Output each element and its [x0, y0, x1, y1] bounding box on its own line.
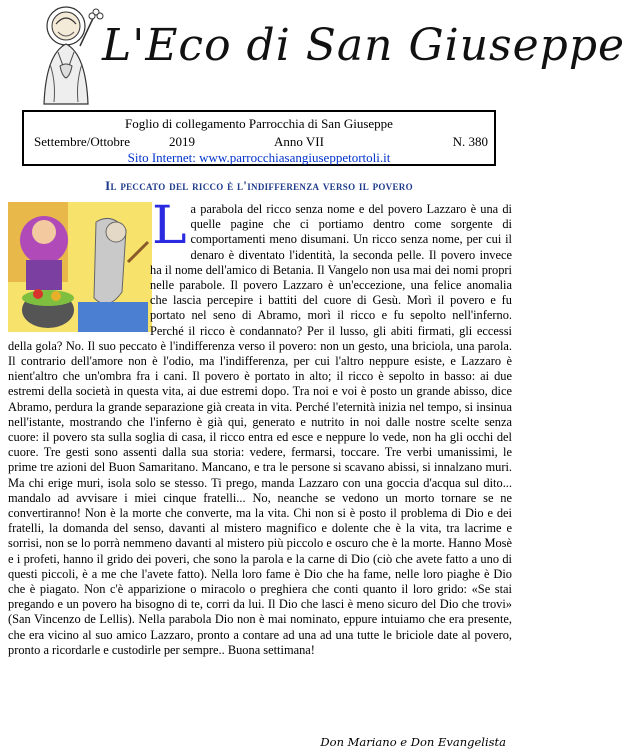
drop-cap: L	[152, 196, 187, 256]
issue-line	[34, 134, 488, 150]
newsletter-title: L'Eco di San Giuseppe	[102, 20, 625, 71]
masthead	[0, 0, 625, 110]
website-link[interactable]: www.parrocchiasangiuseppetortoli.it	[199, 150, 391, 165]
issue-volume: Anno VII	[274, 134, 324, 149]
website-line	[24, 150, 494, 166]
issue-period: Settembre/Ottobre	[34, 134, 131, 149]
signature: Don Mariano e Don Evangelista	[320, 735, 506, 749]
article-headline: Il peccato del ricco è l'indifferenza verso il povero	[105, 178, 413, 193]
article-body	[8, 196, 512, 658]
illustration-spacer	[8, 202, 150, 330]
issue-year: 2019	[169, 134, 195, 149]
subtitle: Foglio di collegamento Parrocchia di San Giuseppe	[125, 116, 393, 131]
saint-joseph-illustration	[20, 4, 112, 108]
info-box	[22, 110, 496, 166]
website-label: Sito Internet:	[127, 150, 196, 165]
article-text: a parabola del ricco senza nome e del povero Lazzaro è una di quelle pagine che ci portiamo dentro come sorgente di comportamenti meno disumani. Un ricco senza nome, per cui il denaro è diventato l'identità, la seconda pelle. Il povero invece ha il nome dell'amico di Betania. Il Vangelo non usa mai dei nomi propri nelle parabole. Il povero Lazzaro è un'eccezione, una felice anomalia che lascia percepire i battiti del cuore di Gesù. Morì il povero e fu portato nel seno di Abramo, morì il ricco e fu sepolto nell'inferno. Perché il ricco è condannato? Per il lusso, gli abiti firmati, gli eccessi della gola? No. Il suo peccato è l'indifferenza verso il povero: non un gesto, una briciola, una parola. Il contrario dell'amore non è l'odio, ma l'indifferenza, per cui l'altro neppure esiste, e Lazzaro è nient'altro che un'ombra fra i cani. Il povero è portato in alto; il ricco è sepolto in basso: ai due estremi della società in questa vita, ai due estremi dopo. Tra noi e voi è posto un grande abisso, dice Abramo, perdura la grande separazione già creata in vita. Perché l'eternità inizia nel tempo, si insinua nell'istante, mostrando che l'inferno è già qui, generato e nutrito in noi dalle nostre scelte senza cuore: il povero sta sulla soglia di casa, il ricco entra ed esce e neppure lo vede, non ha gli occhi del cuore. Tre gesti sono assenti dalla sua storia: vedere, fermarsi, toccare. Tre verbi umanissimi, le prime tre azioni del Buon Samaritano. Mancano, e tra le persone si scavano abissi, si innalzano muri. Ma chi erige muri, isola solo se stesso. Ti prego, manda Lazzaro con una goccia d'acqua sul dito... mandalo ad avvisare i miei cinque fratelli... No, neanche se vedono un morto tornare se ne convertiranno! Non è la morte che converte, ma la vita. Chi non si è posto il problema di Dio e dei fratelli, la domanda del senso, davanti al mistero magnifico e dolente che è la vita, tra lacrime e sorrisi, non se lo porrà nemmeno davanti al mistero più piccolo e oscuro che è la morte. Hanno Mosè e i profeti, hanno il grido dei poveri, che sono la parola e la carne di Dio (ciò che avete fatto a uno di questi piccoli, è a me che l'avete fatto). Nella loro fame è Dio che ha fame, nelle loro piaghe è Dio che è piagato. Non c'è apparizione o miracolo o preghiera che conti quanto il loro grido: «Se stai pregando e un povero ha bisogno di te, corri da lui. Il Dio che lasci è meno sicuro del Dio che trovi» (San Vincenzo de Lellis). Nella parabola Dio non è mai nominato, eppure intuiamo che era presente, che era vicino al suo amico Lazzaro, pronto a contare ad una ad una tutte le briciole date al povero, pronto a ricordarle e custodirle per sempre.. Buona settimana!	[8, 202, 512, 657]
issue-number: N. 380	[452, 134, 488, 149]
